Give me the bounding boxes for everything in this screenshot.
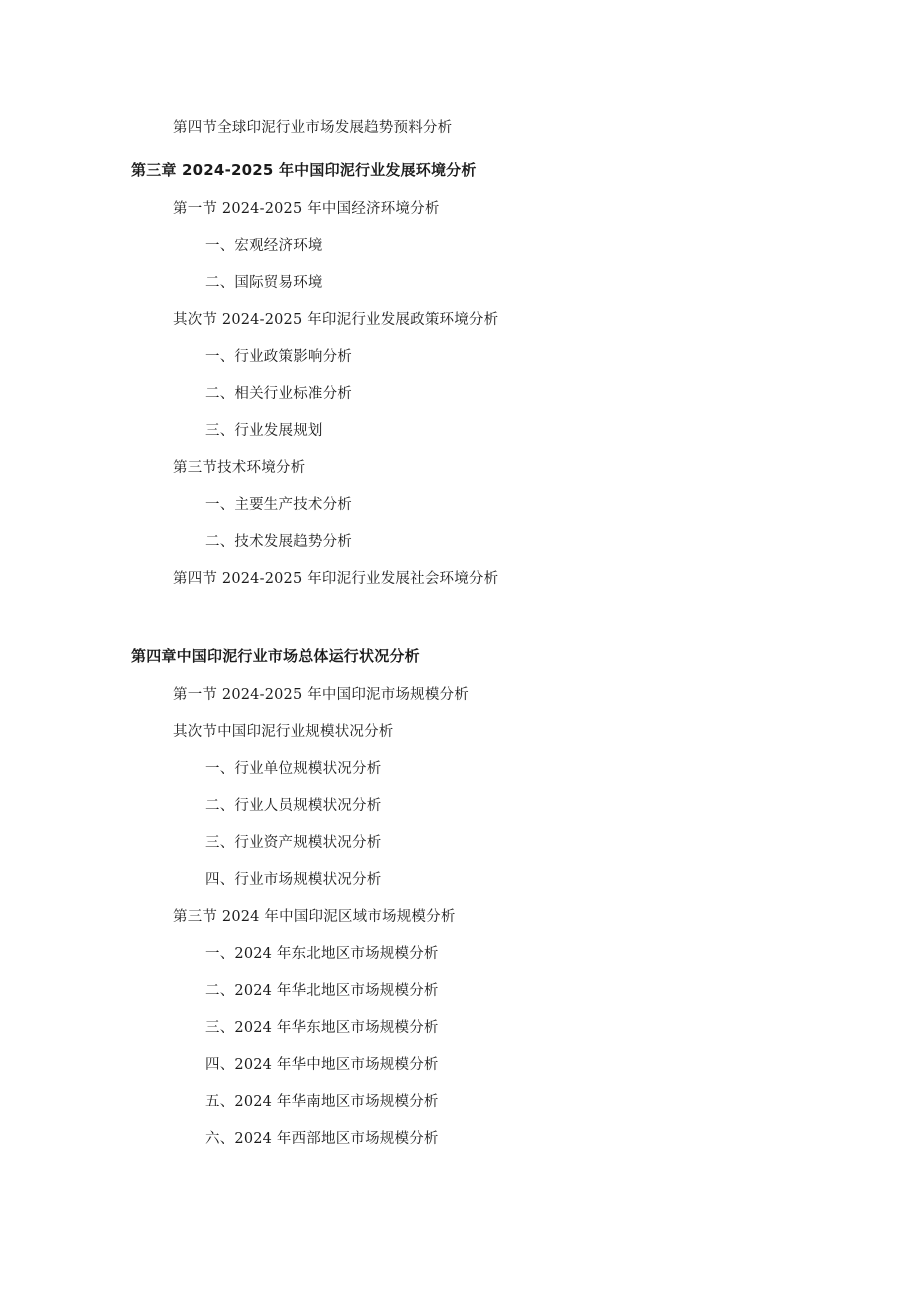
toc-section-heading: 第三节技术环境分析 [173,460,306,476]
toc-section-heading: 第三节 2024 年中国印泥区域市场规模分析 [173,909,456,925]
toc-item: 二、2024 年华北地区市场规模分析 [205,983,439,999]
toc-item: 二、行业人员规模状况分析 [205,798,382,814]
toc-item: 二、国际贸易环境 [205,275,323,291]
toc-chapter-heading: 第四章中国印泥行业市场总体运行状况分析 [131,647,420,665]
toc-item: 四、行业市场规模状况分析 [205,872,382,888]
toc-item: 一、宏观经济环境 [205,238,323,254]
toc-item: 一、行业政策影响分析 [205,349,352,365]
toc-item: 二、技术发展趋势分析 [205,534,352,550]
toc-section-heading: 其次节中国印泥行业规模状况分析 [173,724,394,740]
toc-item: 三、行业资产规模状况分析 [205,835,382,851]
toc-item: 一、2024 年东北地区市场规模分析 [205,946,439,962]
toc-item: 三、行业发展规划 [205,423,323,439]
toc-section-heading: 其次节 2024-2025 年印泥行业发展政策环境分析 [173,312,499,328]
toc-item: 三、2024 年华东地区市场规模分析 [205,1020,439,1036]
toc-item: 一、主要生产技术分析 [205,497,352,513]
toc-item: 五、2024 年华南地区市场规模分析 [205,1094,439,1110]
toc-item: 二、相关行业标准分析 [205,386,352,402]
toc-section-heading: 第四节 2024-2025 年印泥行业发展社会环境分析 [173,571,499,587]
toc-item: 四、2024 年华中地区市场规模分析 [205,1057,439,1073]
toc-item: 六、2024 年西部地区市场规模分析 [205,1131,439,1147]
toc-section-heading: 第四节全球印泥行业市场发展趋势预料分析 [173,120,453,136]
toc-item: 一、行业单位规模状况分析 [205,761,382,777]
toc-section-heading: 第一节 2024-2025 年中国经济环境分析 [173,201,440,217]
toc-section-heading: 第一节 2024-2025 年中国印泥市场规模分析 [173,687,469,703]
toc-chapter-heading: 第三章 2024-2025 年中国印泥行业发展环境分析 [131,161,477,179]
